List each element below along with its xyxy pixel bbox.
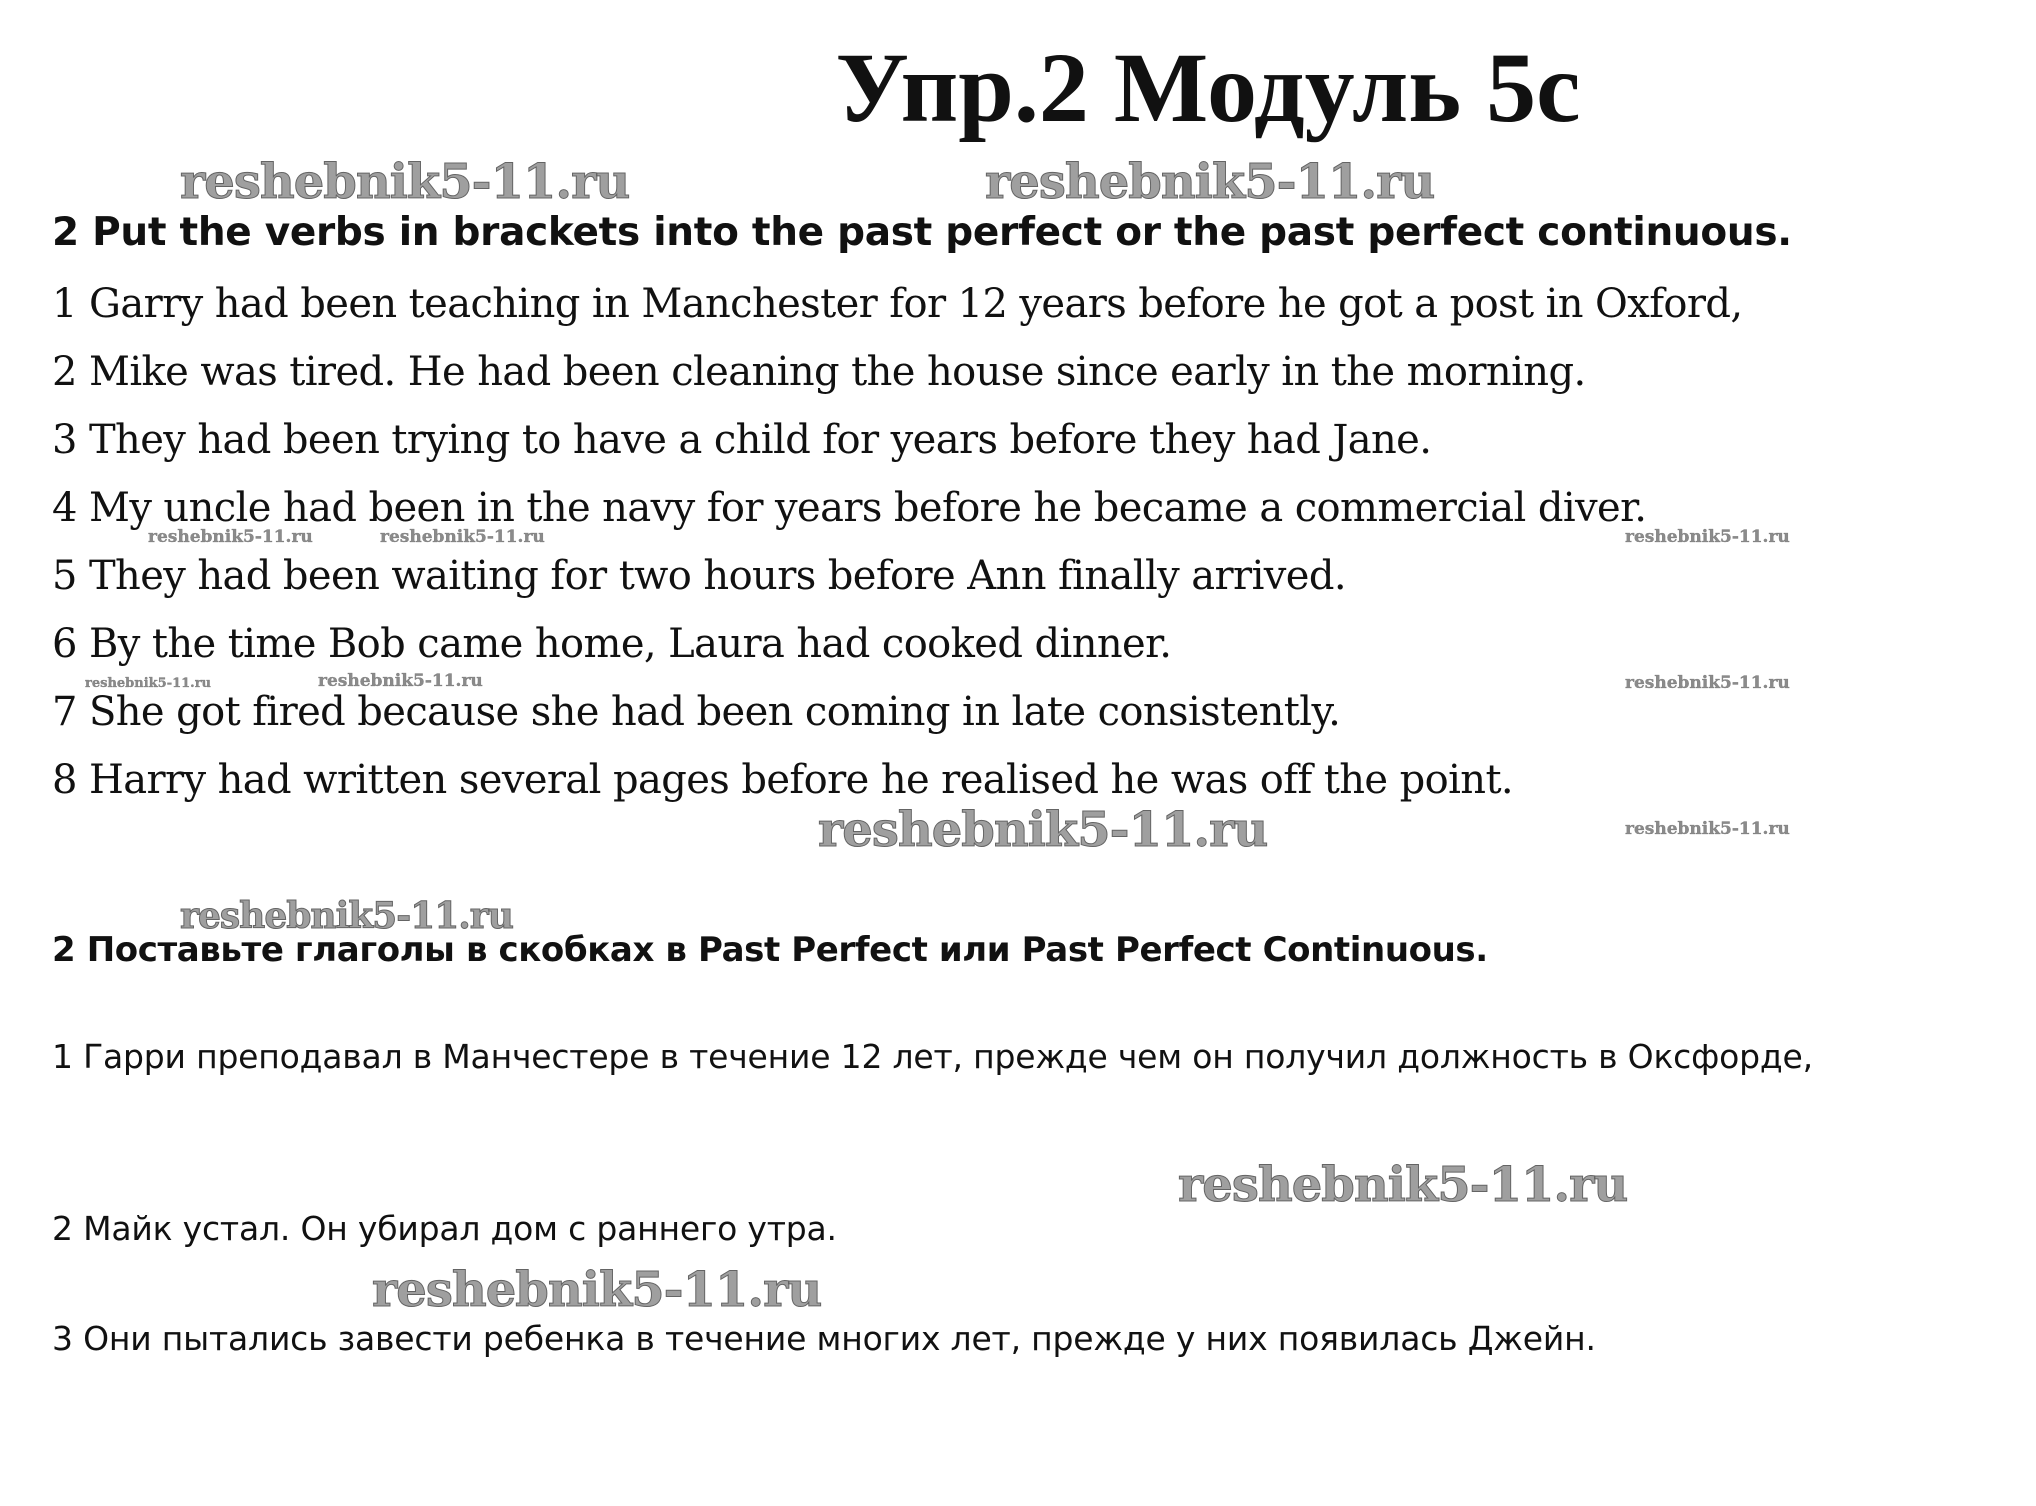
watermark: reshebnik5-11.ru: [1625, 819, 1790, 839]
translation-item: 2 Майк устал. Он убирал дом с раннего утра.: [52, 1209, 837, 1248]
list-item: 5 They had been waiting for two hours before Ann finally arrived.: [52, 553, 1346, 599]
exercise-heading-russian: 2 Поставьте глаголы в скобках в Past Perfect или Past Perfect Continuous.: [52, 930, 1488, 970]
watermark: reshebnik5-11.ru: [372, 1262, 822, 1318]
watermark: reshebnik5-11.ru: [85, 676, 212, 691]
translation-item: 3 Они пытались завести ребенка в течение многих лет, прежде у них появилась Джейн.: [52, 1319, 1596, 1358]
watermark: reshebnik5-11.ru: [180, 154, 630, 210]
list-item: 2 Mike was tired. He had been cleaning the house since early in the morning.: [52, 349, 1586, 395]
watermark: reshebnik5-11.ru: [1178, 1157, 1628, 1213]
list-item: 1 Garry had been teaching in Manchester for 12 years before he got a post in Oxford,: [52, 281, 1743, 327]
watermark: reshebnik5-11.ru: [180, 895, 513, 937]
watermark: reshebnik5-11.ru: [1625, 527, 1790, 547]
watermark: reshebnik5-11.ru: [985, 154, 1435, 210]
watermark: reshebnik5-11.ru: [380, 527, 545, 547]
list-item: 3 They had been trying to have a child for years before they had Jane.: [52, 417, 1432, 463]
watermark: reshebnik5-11.ru: [818, 802, 1268, 858]
watermark: reshebnik5-11.ru: [148, 527, 313, 547]
page-title: Упр.2 Модуль 5с: [835, 32, 1581, 143]
watermark: reshebnik5-11.ru: [1625, 673, 1790, 693]
exercise-heading-english: 2 Put the verbs in brackets into the past perfect or the past perfect continuous.: [52, 210, 1792, 255]
translation-item: 1 Гарри преподавал в Манчестере в течение 12 лет, прежде чем он получил должность в Оксфорде,: [52, 1037, 1813, 1076]
list-item: 7 She got fired because she had been coming in late consistently.: [52, 689, 1341, 735]
watermark: reshebnik5-11.ru: [318, 671, 483, 691]
list-item: 8 Harry had written several pages before he realised he was off the point.: [52, 757, 1514, 803]
list-item: 4 My uncle had been in the navy for years before he became a commercial diver.: [52, 485, 1647, 531]
list-item: 6 By the time Bob came home, Laura had cooked dinner.: [52, 621, 1172, 667]
